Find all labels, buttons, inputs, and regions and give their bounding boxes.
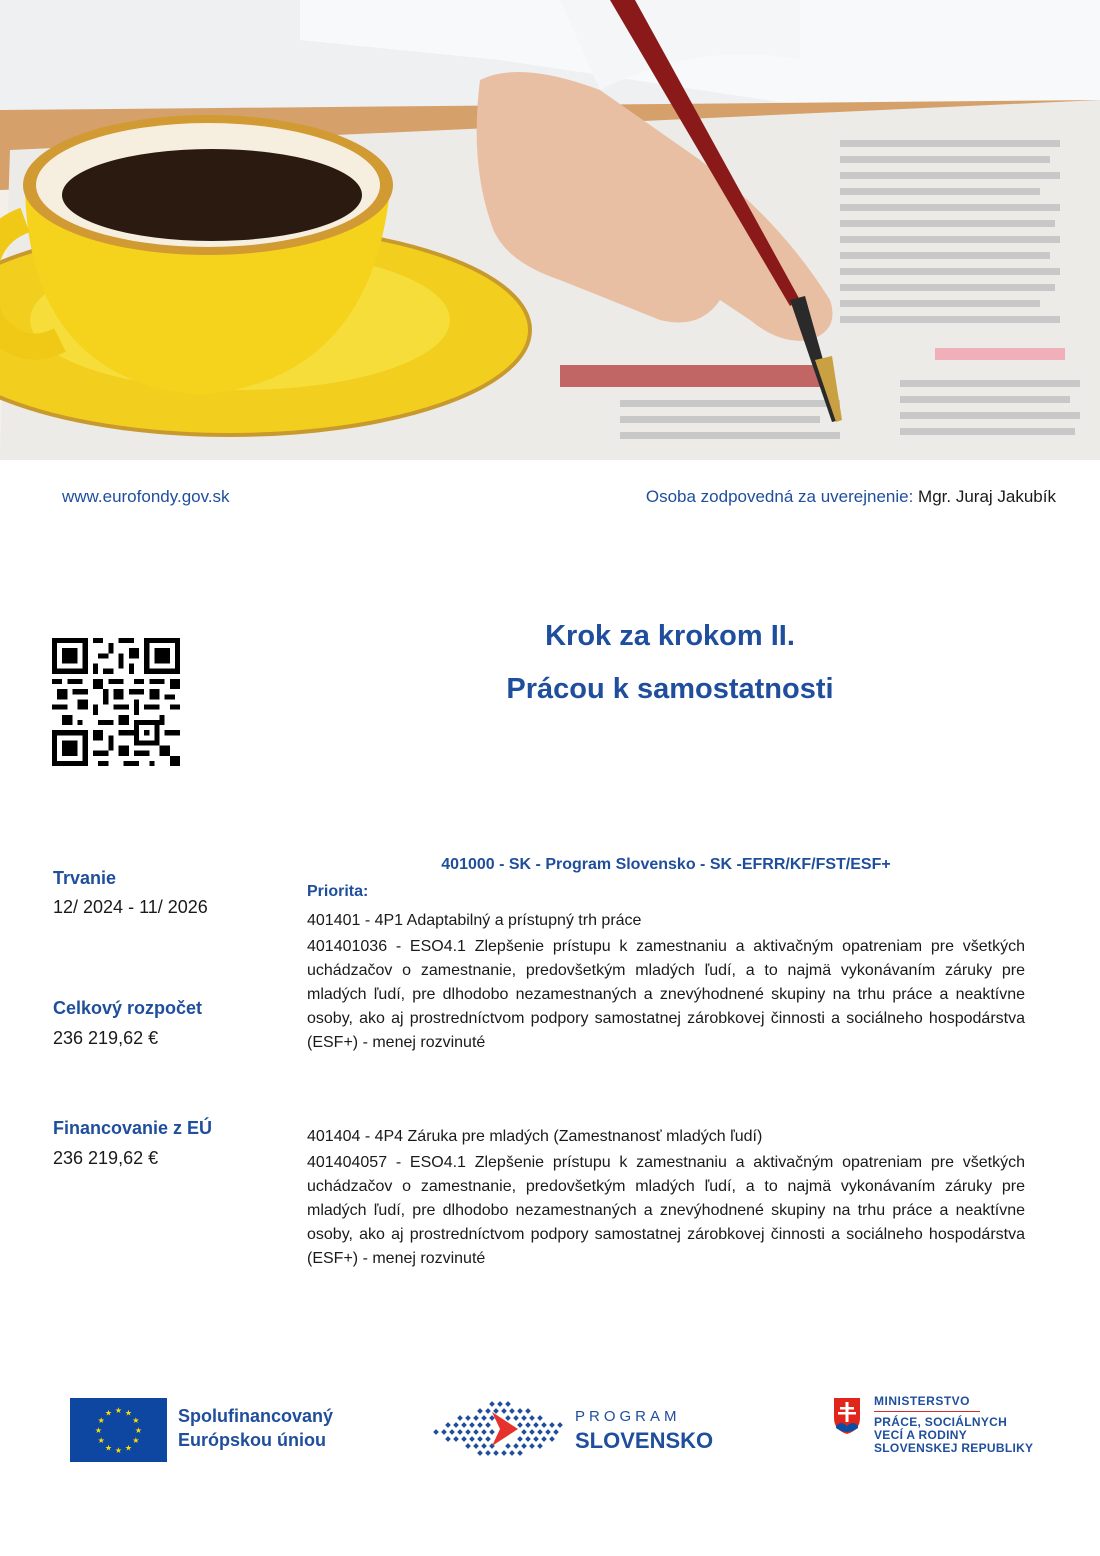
eu-flag-icon: [70, 1398, 167, 1462]
website-link[interactable]: www.eurofondy.gov.sk: [62, 487, 230, 506]
priority-1-text: 401401036 - ESO4.1 Zlepšenie prístupu k zamestnaniu a aktivačným opatreniam pre všetkých uchádzačov o zamestnanie, predovšetkým mladých ľudí, a to najmä vykonávaním záruky pre mladých ľudí, pre dlhodobo nezamestnaných a znevýhodnené skupiny na trhu práce a neaktívne osoby, ako aj prostredníctvom podpory samostatnej zárobkovej činnosti a sociálneho hospodárstva (ESF+) - menej rozvinuté: [307, 938, 1025, 1051]
ministry-line-4: SLOVENSKEJ REPUBLIKY: [874, 1441, 1034, 1455]
logo-dot: [485, 1422, 491, 1428]
logo-dot: [533, 1436, 539, 1442]
logo-dot: [517, 1450, 523, 1456]
logo-dot: [505, 1401, 511, 1407]
ministry-line-2: PRÁCE, SOCIÁLNYCH: [874, 1415, 1008, 1429]
logo-dot: [485, 1408, 491, 1414]
eu-star-icon: ★: [134, 1426, 143, 1435]
logo-dot: [481, 1429, 487, 1435]
ministry-line-3: VECÍ A RODINY: [874, 1428, 968, 1442]
logo-dot: [493, 1450, 499, 1456]
logo-dot: [509, 1408, 515, 1414]
eu-funding-label: Financovanie z EÚ: [53, 1118, 213, 1138]
logo-dot: [477, 1450, 483, 1456]
logo-dot: [501, 1408, 507, 1414]
qr-code[interactable]: [52, 638, 180, 766]
eu-cofunded-text: [178, 1404, 333, 1452]
logo-dot: [489, 1401, 495, 1407]
logo-dot: [457, 1415, 463, 1421]
logo-dot: [557, 1422, 563, 1428]
logo-dot: [481, 1415, 487, 1421]
logo-dot: [433, 1429, 439, 1435]
budget-value: 236 219,62 €: [53, 1028, 159, 1048]
logo-dot: [473, 1429, 479, 1435]
logo-dot: [473, 1415, 479, 1421]
logo-dot: [541, 1422, 547, 1428]
eu-funding-value: 236 219,62 €: [53, 1148, 159, 1168]
logo-dot: [513, 1415, 519, 1421]
logo-dot: [529, 1429, 535, 1435]
logo-dot: [473, 1443, 479, 1449]
logo-dot: [485, 1436, 491, 1442]
slovak-coat-of-arms-icon: [832, 1396, 862, 1436]
eu-star-icon: ★: [104, 1408, 113, 1418]
logo-dot: [445, 1436, 451, 1442]
logo-dot: [529, 1415, 535, 1421]
logo-dot: [453, 1422, 459, 1428]
program-slovensko-logo-icon: [430, 1396, 570, 1462]
priority-label: Priorita:: [307, 883, 369, 900]
eu-star-icon: ★: [124, 1408, 133, 1418]
eu-text-line-1: Spolufinancovaný: [178, 1406, 334, 1426]
logo-dot: [537, 1415, 543, 1421]
program-heading: 401000 - SK - Program Slovensko - SK -EFRR/KF/FST/ESF+: [441, 856, 891, 873]
logo-dot: [537, 1443, 543, 1449]
ministry-divider: [874, 1411, 980, 1412]
logo-dot: [541, 1436, 547, 1442]
logo-dot: [445, 1422, 451, 1428]
eu-star-icon: ★: [124, 1443, 133, 1453]
logo-dot: [505, 1443, 511, 1449]
logo-dot: [525, 1422, 531, 1428]
logo-dot: [521, 1429, 527, 1435]
logo-dot: [477, 1422, 483, 1428]
logo-dot: [549, 1422, 555, 1428]
logo-dot: [501, 1450, 507, 1456]
logo-dot: [477, 1436, 483, 1442]
eu-star-icon: ★: [97, 1416, 105, 1425]
logo-dot: [517, 1408, 523, 1414]
duration-value: 12/ 2024 - 11/ 2026: [53, 897, 208, 917]
logo-dot: [505, 1415, 511, 1421]
logo-dot: [549, 1436, 555, 1442]
logo-dot: [481, 1443, 487, 1449]
eu-star-icon: ★: [114, 1446, 123, 1455]
eu-star-icon: ★: [132, 1436, 140, 1445]
responsible-label: Osoba zodpovedná za uverejnenie:: [645, 487, 914, 506]
logo-dot: [545, 1429, 551, 1435]
logo-dot: [521, 1415, 527, 1421]
eu-star-icon: ★: [97, 1436, 105, 1445]
logo-dot: [465, 1443, 471, 1449]
logo-dot: [537, 1429, 543, 1435]
logo-dot: [461, 1436, 467, 1442]
footer-logos: [0, 1390, 1100, 1480]
priority-1-title: 401401 - 4P1 Adaptabilný a prístupný trh práce: [307, 912, 642, 929]
logo-dot: [485, 1450, 491, 1456]
logo-dot: [521, 1443, 527, 1449]
logo-dot: [553, 1429, 559, 1435]
priority-2-title: 401404 - 4P4 Záruka pre mladých (Zamestnanosť mladých ľudí): [307, 1128, 763, 1145]
eu-text-line-2: Európskou úniou: [178, 1430, 326, 1450]
budget-label: Celkový rozpočet: [53, 998, 203, 1018]
logo-dot: [493, 1408, 499, 1414]
logo-dot: [517, 1436, 523, 1442]
program-logo-line-2: SLOVENSKO: [575, 1428, 714, 1453]
eu-star-icon: ★: [94, 1426, 103, 1435]
logo-dot: [441, 1429, 447, 1435]
logo-dot: [449, 1429, 455, 1435]
coffee-and-newspaper-illustration: [0, 0, 1100, 460]
page-title-line-1: Krok za krokom II.: [545, 620, 795, 652]
responsible-person: [646, 487, 1056, 507]
logo-dot: [533, 1422, 539, 1428]
logo-dot: [497, 1401, 503, 1407]
logo-dot: [509, 1450, 515, 1456]
eu-star-icon: ★: [104, 1443, 113, 1453]
logo-dot: [477, 1408, 483, 1414]
logo-dot: [517, 1422, 523, 1428]
eu-star-icon: ★: [114, 1406, 123, 1415]
ministry-name: [874, 1416, 1033, 1455]
logo-dot: [465, 1429, 471, 1435]
program-logo-line-1: PROGRAM: [575, 1408, 681, 1425]
logo-dot: [513, 1443, 519, 1449]
logo-dot: [469, 1436, 475, 1442]
page-title-line-2: Prácou k samostatnosti: [506, 673, 834, 705]
duration-label: Trvanie: [53, 868, 117, 888]
logo-dot: [457, 1429, 463, 1435]
eu-star-icon: ★: [132, 1416, 140, 1425]
logo-dot: [461, 1422, 467, 1428]
logo-dot: [525, 1436, 531, 1442]
logo-dot: [489, 1429, 495, 1435]
logo-dot: [453, 1436, 459, 1442]
logo-dot: [465, 1415, 471, 1421]
logo-dot: [525, 1408, 531, 1414]
logo-dot: [469, 1422, 475, 1428]
ministry-line-1: MINISTERSTVO: [874, 1394, 971, 1408]
responsible-name: Mgr. Juraj Jakubík: [918, 487, 1056, 506]
logo-dot: [529, 1443, 535, 1449]
hero-image: [0, 0, 1100, 460]
priority-2-text: 401404057 - ESO4.1 Zlepšenie prístupu k zamestnaniu a aktivačným opatreniam pre všetkých uchádzačov o zamestnanie, predovšetkým mladých ľudí, a to najmä vykonávaním záruky pre mladých ľudí, pre dlhodobo nezamestnaných a znevýhodnené skupiny na trhu práce a neaktívne osoby, ako aj prostredníctvom podpory samostatnej zárobkovej činnosti a sociálneho hospodárstva (ESF+) - menej rozvinuté: [307, 1154, 1025, 1267]
